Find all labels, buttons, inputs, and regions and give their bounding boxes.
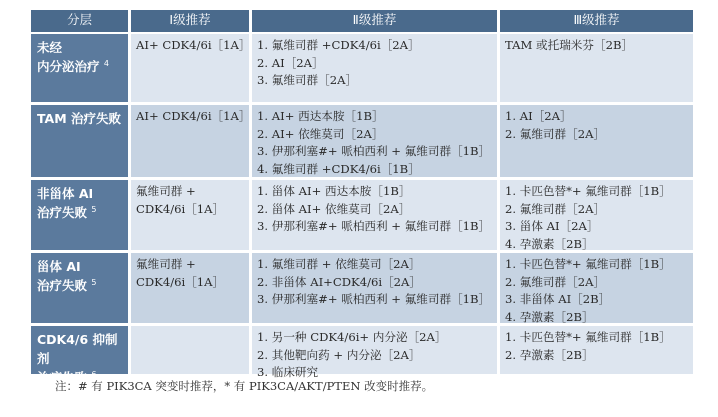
recommendation-line: 1. 另一种 CDK4/6i+ 内分泌［2A］ [257, 330, 447, 344]
stratum-text: 治疗失败 [37, 205, 88, 220]
stratum-text: 治疗失败 [37, 278, 88, 293]
recommendation-line: 2. 非甾体 AI+CDK4/6i［2A］ [257, 274, 422, 289]
recommendation-line: 3. 氟维司群［2A］ [257, 73, 358, 88]
table-header-row [31, 10, 693, 32]
row-stratum [31, 34, 128, 102]
reference-superscript: 6 [91, 369, 97, 379]
recommendation-line: AI+ CDK4/6i［1A］ [136, 38, 251, 52]
recommendation-line: 1. 氟维司群 + 依维莫司［2A］ [257, 257, 421, 271]
reference-superscript: 4 [103, 58, 109, 68]
recommendation-line: 4. 孕激素［2B］ [505, 236, 594, 251]
table-row [31, 34, 693, 102]
level-2-cell [252, 326, 497, 380]
stratum-text: 甾体 AI [37, 259, 81, 274]
level-1-cell [131, 105, 249, 177]
stratum-line [37, 109, 122, 128]
row-stratum [31, 326, 128, 385]
stratum-text: 非甾体 AI [37, 186, 94, 201]
recommendation-line: 3. 甾体 AI［2A］ [505, 219, 599, 234]
recommendation-line: 1. AI［2A］ [505, 109, 572, 123]
stratum-text: 治疗失败 [37, 370, 88, 385]
level-3-cell [500, 34, 693, 102]
stratum-text: 内分泌治疗 [37, 59, 100, 74]
level-2-cell [252, 253, 497, 323]
header-level-2: Ⅱ级推荐 [252, 10, 497, 32]
level-1-cell [131, 253, 249, 323]
recommendation-line: 氟维司群 + [136, 184, 196, 198]
level-3-cell [500, 253, 693, 323]
row-stratum [31, 105, 128, 177]
recommendation-line: 2. AI［2A］ [257, 55, 324, 70]
table-row [31, 253, 693, 323]
recommendation-line: 1. 卡匹色替*+ 氟维司群［1B］ [505, 184, 671, 198]
row-stratum [31, 180, 128, 250]
recommendation-line: 2. 甾体 AI+ 依维莫司［2A］ [257, 201, 411, 216]
stratum-line [37, 203, 122, 222]
recommendation-line: 4. 氟维司群 +CDK4/6i［1B］ [257, 161, 420, 176]
recommendation-line: 2. 氟维司群［2A］ [505, 274, 606, 289]
recommendation-line: TAM 或托瑞米芬［2B］ [505, 38, 634, 52]
stratum-text: TAM 治疗失败 [37, 111, 122, 126]
stratum-line [37, 57, 122, 76]
recommendation-line: 1. 氟维司群 +CDK4/6i［2A］ [257, 38, 420, 52]
recommendation-line: 1. 卡匹色替*+ 氟维司群［1B］ [505, 257, 671, 271]
recommendation-table [31, 10, 693, 385]
level-3-cell [500, 180, 693, 250]
recommendation-line: 4. 孕激素［2B］ [505, 309, 594, 324]
header-level-3: Ⅲ级推荐 [500, 10, 693, 32]
recommendation-line: 2. 孕激素［2B］ [505, 347, 594, 362]
level-3-cell [500, 105, 693, 177]
recommendation-line: 2. 氟维司群［2A］ [505, 126, 606, 141]
recommendation-line: 2. AI+ 依维莫司［2A］ [257, 126, 384, 141]
recommendation-line: 3. 伊那利塞#+ 哌柏西利 + 氟维司群［1B］ [257, 144, 491, 159]
reference-superscript: 5 [91, 277, 97, 287]
table-row [31, 326, 693, 385]
recommendation-line: 1. 卡匹色替*+ 氟维司群［1B］ [505, 330, 671, 344]
recommendation-line: 1. 甾体 AI+ 西达本胺［1B］ [257, 184, 411, 198]
table-row [31, 180, 693, 250]
level-2-cell [252, 105, 497, 177]
stratum-line [37, 276, 122, 295]
level-3-cell [500, 326, 693, 374]
reference-superscript: 5 [91, 204, 97, 214]
recommendation-line: 2. 氟维司群［2A］ [505, 201, 606, 216]
stratum-line [37, 330, 122, 368]
stratum-line [37, 38, 122, 57]
level-2-cell [252, 180, 497, 250]
level-2-cell [252, 34, 497, 102]
recommendation-line: 3. 伊那利塞#+ 哌柏西利 + 氟维司群［1B］ [257, 292, 491, 307]
header-level-1: Ⅰ级推荐 [131, 10, 249, 32]
stratum-line [37, 257, 122, 276]
stratum-text: CDK4/6 抑制剂 [37, 332, 118, 366]
recommendation-line: 氟维司群 + [136, 257, 196, 271]
recommendation-line: 3. 伊那利塞#+ 哌柏西利 + 氟维司群［1B］ [257, 219, 491, 234]
recommendation-line: CDK4/6i［1A］ [136, 201, 225, 216]
footnote: 注：# 有 PIK3CA 突变时推荐，* 有 PIK3CA/AKT/PTEN 改变时推荐。 [55, 379, 434, 393]
row-stratum [31, 253, 128, 323]
recommendation-line: 3. 非甾体 AI［2B］ [505, 292, 611, 307]
recommendation-line: CDK4/6i［1A］ [136, 274, 225, 289]
recommendation-line: 1. AI+ 西达本胺［1B］ [257, 109, 384, 123]
recommendation-line: AI+ CDK4/6i［1A］ [136, 109, 251, 123]
recommendation-line: 3. 临床研究 [257, 365, 319, 380]
level-1-cell [131, 34, 249, 102]
stratum-line [37, 184, 122, 203]
stratum-text: 未经 [37, 40, 63, 55]
table-row [31, 105, 693, 177]
recommendation-line: 2. 其他靶向药 + 内分泌［2A］ [257, 347, 421, 362]
level-1-cell [131, 326, 249, 374]
level-1-cell [131, 180, 249, 250]
header-stratum: 分层 [31, 10, 128, 32]
